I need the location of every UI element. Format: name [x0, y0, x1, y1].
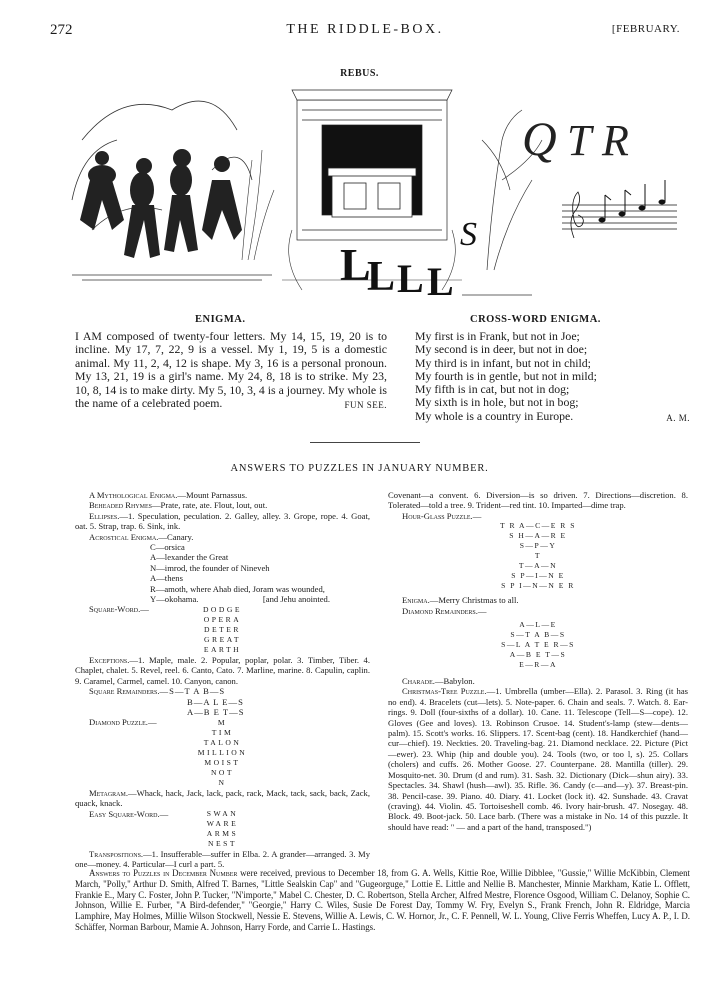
cross-word-text: [415, 330, 690, 425]
rebus-letter-t: T: [567, 116, 592, 165]
cross-word-line: My fifth is in cat, but not in dog;: [415, 382, 570, 397]
answer-diamond-label: Diamond Puzzle.—: [89, 717, 157, 728]
answer-diamond-remainders-label: Diamond Remainders.—: [402, 605, 487, 616]
diamond-remainders-grid: [388, 620, 688, 670]
grid-row: S H—A—R E: [509, 531, 567, 541]
grid-row: DETER: [204, 624, 241, 634]
grid-row: T: [534, 551, 542, 561]
acrostic-line: R—amoth, where Ahab died, Joram was wounded,: [150, 583, 325, 594]
rebus-letter-r: R: [602, 116, 629, 165]
rebus-title: REBUS.: [340, 68, 379, 79]
footer-solvers: [75, 868, 690, 933]
grid-row: S—P—Y: [519, 541, 557, 551]
answer-ellipses: Ellipses.—1. Speculation, peculation. 2. Galley, alley. 3. Grope, rope. 4. Goat, oat. 5. Strap, trap. 6. Sink, ink.: [75, 510, 370, 532]
answer-easy-square-label: Easy Square-Word.—: [89, 808, 169, 819]
grid-row: NOT: [210, 767, 235, 777]
rebus-L-letter: L: [340, 239, 371, 290]
answers-title: ANSWERS TO PUZZLES IN JANUARY NUMBER.: [230, 463, 489, 474]
grid-row: WARE: [206, 818, 239, 828]
cross-word-signature: A. M.: [666, 412, 690, 423]
enigma-text: [75, 330, 387, 412]
grid-row: DODGE: [202, 604, 243, 614]
footer-label: Answers to Puzzles in December Number: [89, 868, 238, 878]
grid-row: T—A—N: [518, 561, 558, 571]
diamond-grid: [75, 718, 370, 788]
grid-row: EARTH: [203, 644, 242, 654]
acrostic-line: A—thens: [150, 573, 183, 584]
cross-word-line: My whole is a country in Europe. A. M.: [415, 410, 690, 423]
page-number: 272: [50, 22, 73, 38]
grid-row: S P—I—N E: [511, 571, 565, 581]
enigma-body-text: composed of twenty-four letters. My 14, 15, 19, 20 is to incline. My 17, 7, 22, 9 is a vessel. My 1, 19, 5 is a domestic animal. My 11, 2, 4, 12 is shape. My 3, 16 is a personal pronoun. My 13, 21, 19 is a girl's name. My 24, 8, 18 is to strike. My 23, 10, 8, 14 is to make dirty. My 5, 10, 3, 4 is a journey. My whole is the name of a celebrated poem.: [75, 329, 387, 411]
hourglass-grid: [388, 521, 688, 591]
answers-left-column: [75, 490, 370, 870]
grid-row: ARMS: [206, 828, 239, 838]
footer-text: were received, previous to December 18, from G. A. Wells, Kittie Roe, Willie Dibblee, "Gussie," Willie McKibbin, Clement March, "Polly," Arthur D. Smith, Alfred T. Barnes, "Little Sealskin Cap" and "Gugeorguge," Lottie E. Little and Nellie B. Manchester, Minnie Markham, Katie L. Offlett, Frankie E., Mary C. Foster, John P. Tucker, "N'importe," Mabel C. Chester, D. C. Robertson, Stella Archer, Alfred Mestre, Florence Osgood, William C. Delanoy, Sophie C. Johnson, Willie E. Furber, "A Bird-defender," "Georgie," Harry C. Wiles, Susie De Forest Day, Tommy W. Fry, Evelyn S., Frank French, John R. Eldridge, Marcia Lamphire, May Holmes, Millie Wilson Stockwell, Nessie E. Stevens, Willie A. Lewis, C. W. Hornor, Jr., C. F. Pennell, W. L. Young, Clive Ferris Wheffen, Lucy A. P., I. D. Schäffer, Norman Barbour, Mamie A. Johnson, Harry Forde, and Carrie L. Hastings.: [75, 868, 690, 932]
grid-row: TALON: [203, 737, 242, 747]
grid-row: S—L A T E R—S: [501, 640, 575, 650]
acrostic-lines: [75, 542, 370, 604]
grid-row: N: [218, 777, 227, 787]
grid-row: M: [217, 717, 228, 727]
cross-word-line: My fourth is in gentle, but not in mild;: [415, 368, 597, 383]
answers-right-column: [388, 490, 688, 832]
rebus-illustration: [62, 80, 682, 310]
cross-word-line: My first is in Frank, but not in Joe;: [415, 329, 580, 343]
answer-enigma: Enigma.—Merry Christmas to all.: [402, 595, 519, 606]
grid-row: TIM: [211, 727, 234, 737]
divider-rule: [310, 442, 420, 443]
grid-row: MOIST: [204, 757, 241, 767]
grid-row: A—B E T—S: [187, 706, 245, 717]
rebus-L-letter: L: [367, 254, 396, 300]
answer-square-word-label: Square-Word.—: [89, 604, 149, 615]
page-header: [50, 22, 680, 42]
grid-row: E—R—A: [519, 660, 557, 670]
grid-row: MILLION: [197, 747, 248, 757]
cross-word-line: My third is in infant, but not in child;: [415, 355, 591, 370]
grid-row: SWAN: [206, 808, 239, 818]
acrostic-line: Y—okohama. [and Jehu anointed.: [150, 594, 330, 605]
acrostic-line: N—imrod, the founder of Nineveh: [150, 562, 270, 573]
answer-mythological: A Mythological Enigma.—Mount Parnassus.: [89, 490, 248, 500]
answer-beheaded: Beheaded Rhymes—Prate, rate, ate. Flout, lout, out.: [89, 500, 268, 511]
answer-charade: Charade.—Babylon.: [402, 676, 475, 687]
answer-hourglass-label: Hour-Glass Puzzle.—: [402, 510, 482, 521]
grid-row: A—B E T—S: [509, 650, 567, 660]
answer-square-remainders: Square Remainders.—S—T A B—S: [89, 686, 226, 697]
square-remainders-rows: [75, 697, 370, 718]
answer-transpositions-cont: Covenant—a convent. 6. Diversion—is so driven. 7. Directions—discretion. 8. Tolerated—told a tree. 9. Trident—red tint. 10. Imparted—dime trap.: [388, 490, 688, 511]
grid-row: NEST: [208, 838, 237, 848]
enigma-lead: I AM: [75, 329, 102, 343]
cross-word-line: My sixth is in hole, but not in bog;: [415, 395, 579, 410]
grid-row: A—L—E: [519, 620, 557, 630]
grid-row: B—A L E—S: [187, 696, 244, 707]
magazine-title: THE RIDDLE-BOX.: [286, 22, 444, 37]
grid-row: OPERA: [203, 614, 242, 624]
grid-row: S P I—N—N E R: [501, 581, 575, 591]
enigma-signature: FUN SEE.: [344, 400, 387, 411]
cross-word-title: CROSS-WORD ENIGMA.: [470, 314, 601, 325]
answer-metagram: Metagram.—Whack, hack, Jack, lack, pack, rack, Mack, tack, sack, back, Zack, quack, knack.: [75, 787, 370, 809]
answer-exceptions: Exceptions.—1. Maple, male. 2. Popular, poplar, polar. 3. Timber, Tiber. 4. Chaplet, chalet. 5. Revel, reel. 6. Canto, Cato. 7. Marline, marine. 8. Capulin, caplin. 9. Caramel, Carmel, camel. 10. Canyon, canon.: [75, 654, 370, 686]
issue-month: [FEBRUARY.: [611, 23, 680, 35]
grid-row: GREAT: [204, 634, 241, 644]
rebus-L-letter: L: [397, 256, 424, 301]
rebus-letter-q: Q: [522, 113, 557, 166]
cross-word-line: My second is in deer, but not in doe;: [415, 342, 588, 357]
grid-row: T R A—C—E R S: [500, 521, 576, 531]
answer-christmas-tree: Christmas-Tree Puzzle.—1. Umbrella (umber—Ella). 2. Parasol. 3. Ring (it has no end). 4. Bracelets (cut—lets). 5. Note-paper. 6. Chain and seals. 7. Watch. 8. Ear-rings. 9. Doll (four-sixths of a dollar). 10. Cane. 11. Telescope (Tell—S—cope). 12. Gloves (Gee and loves). 13. Robinson Crusoe. 14. Student's-lamp (stew—dents—palm). 15. Scott's works. 16. Slippers. 17. Scent-bag (cent). 18. Handkerchief (hand—cur—chief). 19. Neckties. 20. Traveling-bag. 21. Diamond necklace. 22. Picture (Pict—ewer). 23. Whip (hip and double you). 24. Tools (two, or too l, s). 25. Collars (cholers) and cuffs. 26. Mother Goose. 27. Counterpane. 28. Mantilla (tiller). 29. Mosquito-net. 30. Drum (d and rum). 31. Sash. 32. Dictionary (Dick—shun airy). 33. Spectacles. 34. Shawl (hush—awl). 35. Rifle. 36. Candy (c—and—y). 37. Breast-pin. 38. Pencil-case. 39. Piano. 40. Diary. 41. Locket (lock it). 42. Sunshade. 43. Cravat (craving). 44. Violin. 45. Tortoiseshell comb. 46. Ivory hair-brush. 47. Nosegay. 48. Block. 49. Boot-jack. 50. Lace barb. (There was a mistake in No. 14 of this puzzle. It should have read: " — and a part of the hand, transposed."): [388, 686, 688, 832]
rebus-hook-letter: S: [460, 216, 477, 253]
answer-acrostical: Acrostical Enigma.—Canary.: [89, 531, 194, 542]
enigma-title: ENIGMA.: [195, 314, 246, 325]
answer-transpositions: Transpositions.—1. Insufferable—suffer in Elba. 2. A grander—arranged. 3. My one—money. 4. Particular—I curl a part. 5.: [75, 848, 370, 870]
acrostic-line: C—orsica: [150, 542, 185, 553]
acrostic-line: A—lexander the Great: [150, 552, 229, 563]
grid-row: S—T A B—S: [510, 630, 566, 640]
rebus-L-letter: L: [427, 259, 454, 304]
